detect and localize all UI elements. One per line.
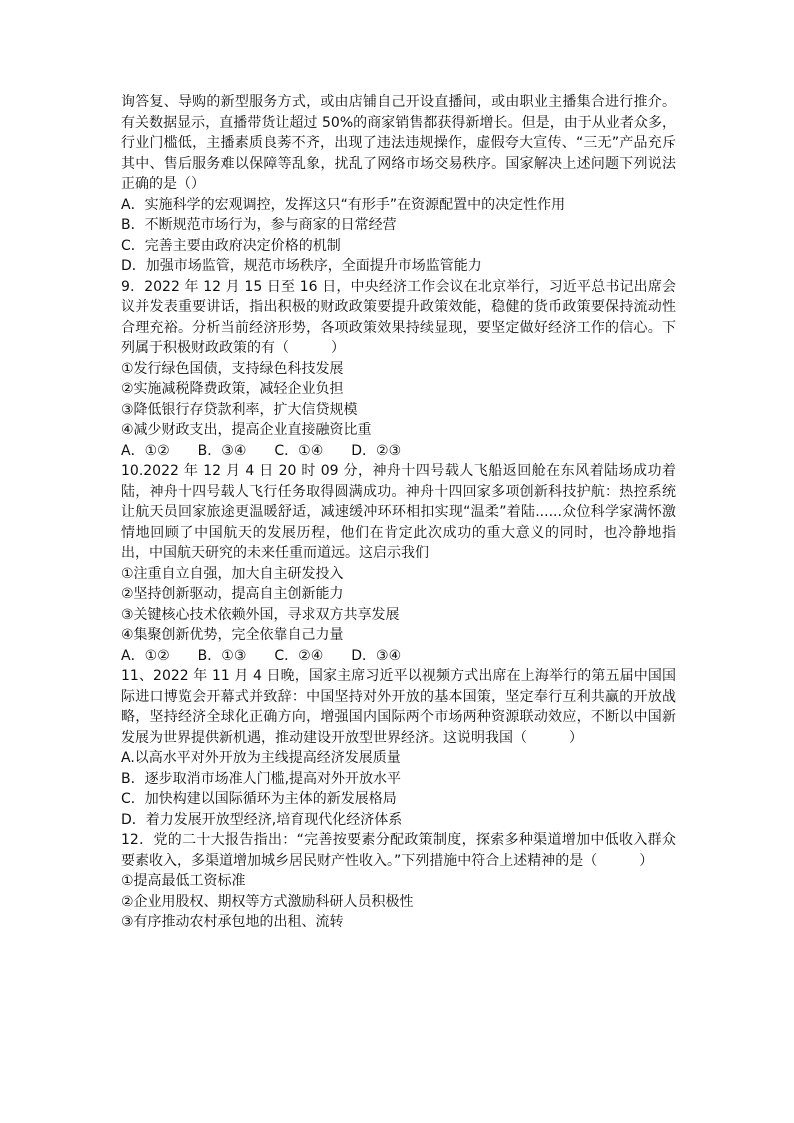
question-9-item-2: ②实施减税降费政策，减轻企业负担 xyxy=(121,381,344,397)
question-10-item-3: ③关键核心技术依赖外国，寻求双方共享发展 xyxy=(121,606,400,623)
question-8-option-a: A．实施科学的宏观调控，发挥这只“有形手”在资源配置中的决定性作用 xyxy=(121,196,566,213)
question-8-option-d: D．加强市场监管，规范市场秩序，全面提升市场监管能力 xyxy=(121,258,482,274)
question-11-option-b: B．逐步取消市场准人门槛,提高对外开放水平 xyxy=(121,770,402,787)
question-11-option-c: C．加快构建以国际循环为主体的新发展格局 xyxy=(121,791,397,807)
question-9-choices: A．①② B．③④ C．①④ D．②③ xyxy=(121,442,402,459)
question-9-item-4: ④减少财政支出，提高企业直接融资比重 xyxy=(121,422,372,438)
question-11-option-a: A.以高水平对外开放为主线提高经济发展质量 xyxy=(121,750,401,766)
question-9-item-1: ①发行绿色国债，支持绿色科技发展 xyxy=(121,360,344,377)
question-8-option-c: C．完善主要由政府决定价格的机制 xyxy=(121,237,341,254)
question-10-item-2: ②坚持创新驱动，提高自主创新能力 xyxy=(121,586,344,602)
question-11-option-d: D．着力发展开放型经济,培育现代化经济体系 xyxy=(121,811,403,828)
question-10-item-4: ④集聚创新优势，完全依靠自己力量 xyxy=(121,627,344,643)
question-8-stem: 询答复、导购的新型服务方式，或由店铺自己开设直播间，或由职业主播集合进行推介。有关数据显示，直播带货让超过 50%的商家销售都获得新增长。但是，由于从业者众多，行业门槛低，主播素质良莠不齐，出现了违法违规操作，虚假夸大宣传、“三无”产品充斥其中、售后服务难以保障等乱象，扰乱了网络市场交易秩序。国家解决上述问题下列说法正确的是（） xyxy=(121,94,676,192)
question-10-item-1: ①注重自立自强，加大自主研发投入 xyxy=(121,565,344,582)
document-page xyxy=(121,92,676,933)
question-10-choices: A．①② B．①③ C．②④ D．③④ xyxy=(121,647,402,664)
question-9-stem: 9．2022 年 12 月 15 日至 16 日，中央经济工作会议在北京举行，习近平总书记出席会议并发表重要讲话，指出积极的财政政策要提升政策效能，稳健的货币政策要保持流动性合理充裕。分析当前经济形势，各项政策效果持续显现，要坚定做好经济工作的信心。下列属于积极财政政策的有（ ） xyxy=(121,278,676,356)
question-12-item-1: ①提高最低工资标准 xyxy=(121,873,246,889)
question-8-option-b: B．不断规范市场行为，参与商家的日常经营 xyxy=(121,217,397,233)
question-11-stem: 11、2022 年 11 月 4 日晚，国家主席习近平以视频方式出席在上海举行的第五届中国国际进口博览会开幕式并致辞：中国坚持对外开放的基本国策，坚定奉行互利共赢的开放战略，坚持经济全球化正确方向，增强国内国际两个市场两种资源联动效应，不断以中国新发展为世界提供新机遇，推动建设开放型世界经济。这说明我国（ ） xyxy=(121,668,676,746)
question-12-stem: 12．党的二十大报告指出：“完善按要素分配政策制度，探索多种渠道增加中低收入群众要素收入，多渠道增加城乡居民财产性收入。”下列措施中符合上述精神的是（ ） xyxy=(121,832,676,869)
question-12-item-2: ②企业用股权、期权等方式激励科研人员积极性 xyxy=(121,893,414,910)
question-12-item-3: ③有序推动农村承包地的出租、流转 xyxy=(121,914,344,930)
question-10-stem: 10.2022 年 12 月 4 日 20 时 09 分，神舟十四号载人飞船返回舱在东风着陆场成功着陆，神舟十四号载人飞行任务取得圆满成功。神舟十四回家多项创新科技护航：热控系统让航天员回家旅途更温暖舒适，减速缓冲环环相扣实现“温柔”着陆......众位科学家满怀激情地回顾了中国航天的发展历程，他们在肯定此次成功的重大意义的同时，也冷静地指出，中国航天研究的未来任重而道远。这启示我们 xyxy=(121,463,676,561)
question-9-item-3: ③降低银行存贷款利率，扩大信贷规模 xyxy=(121,401,358,418)
